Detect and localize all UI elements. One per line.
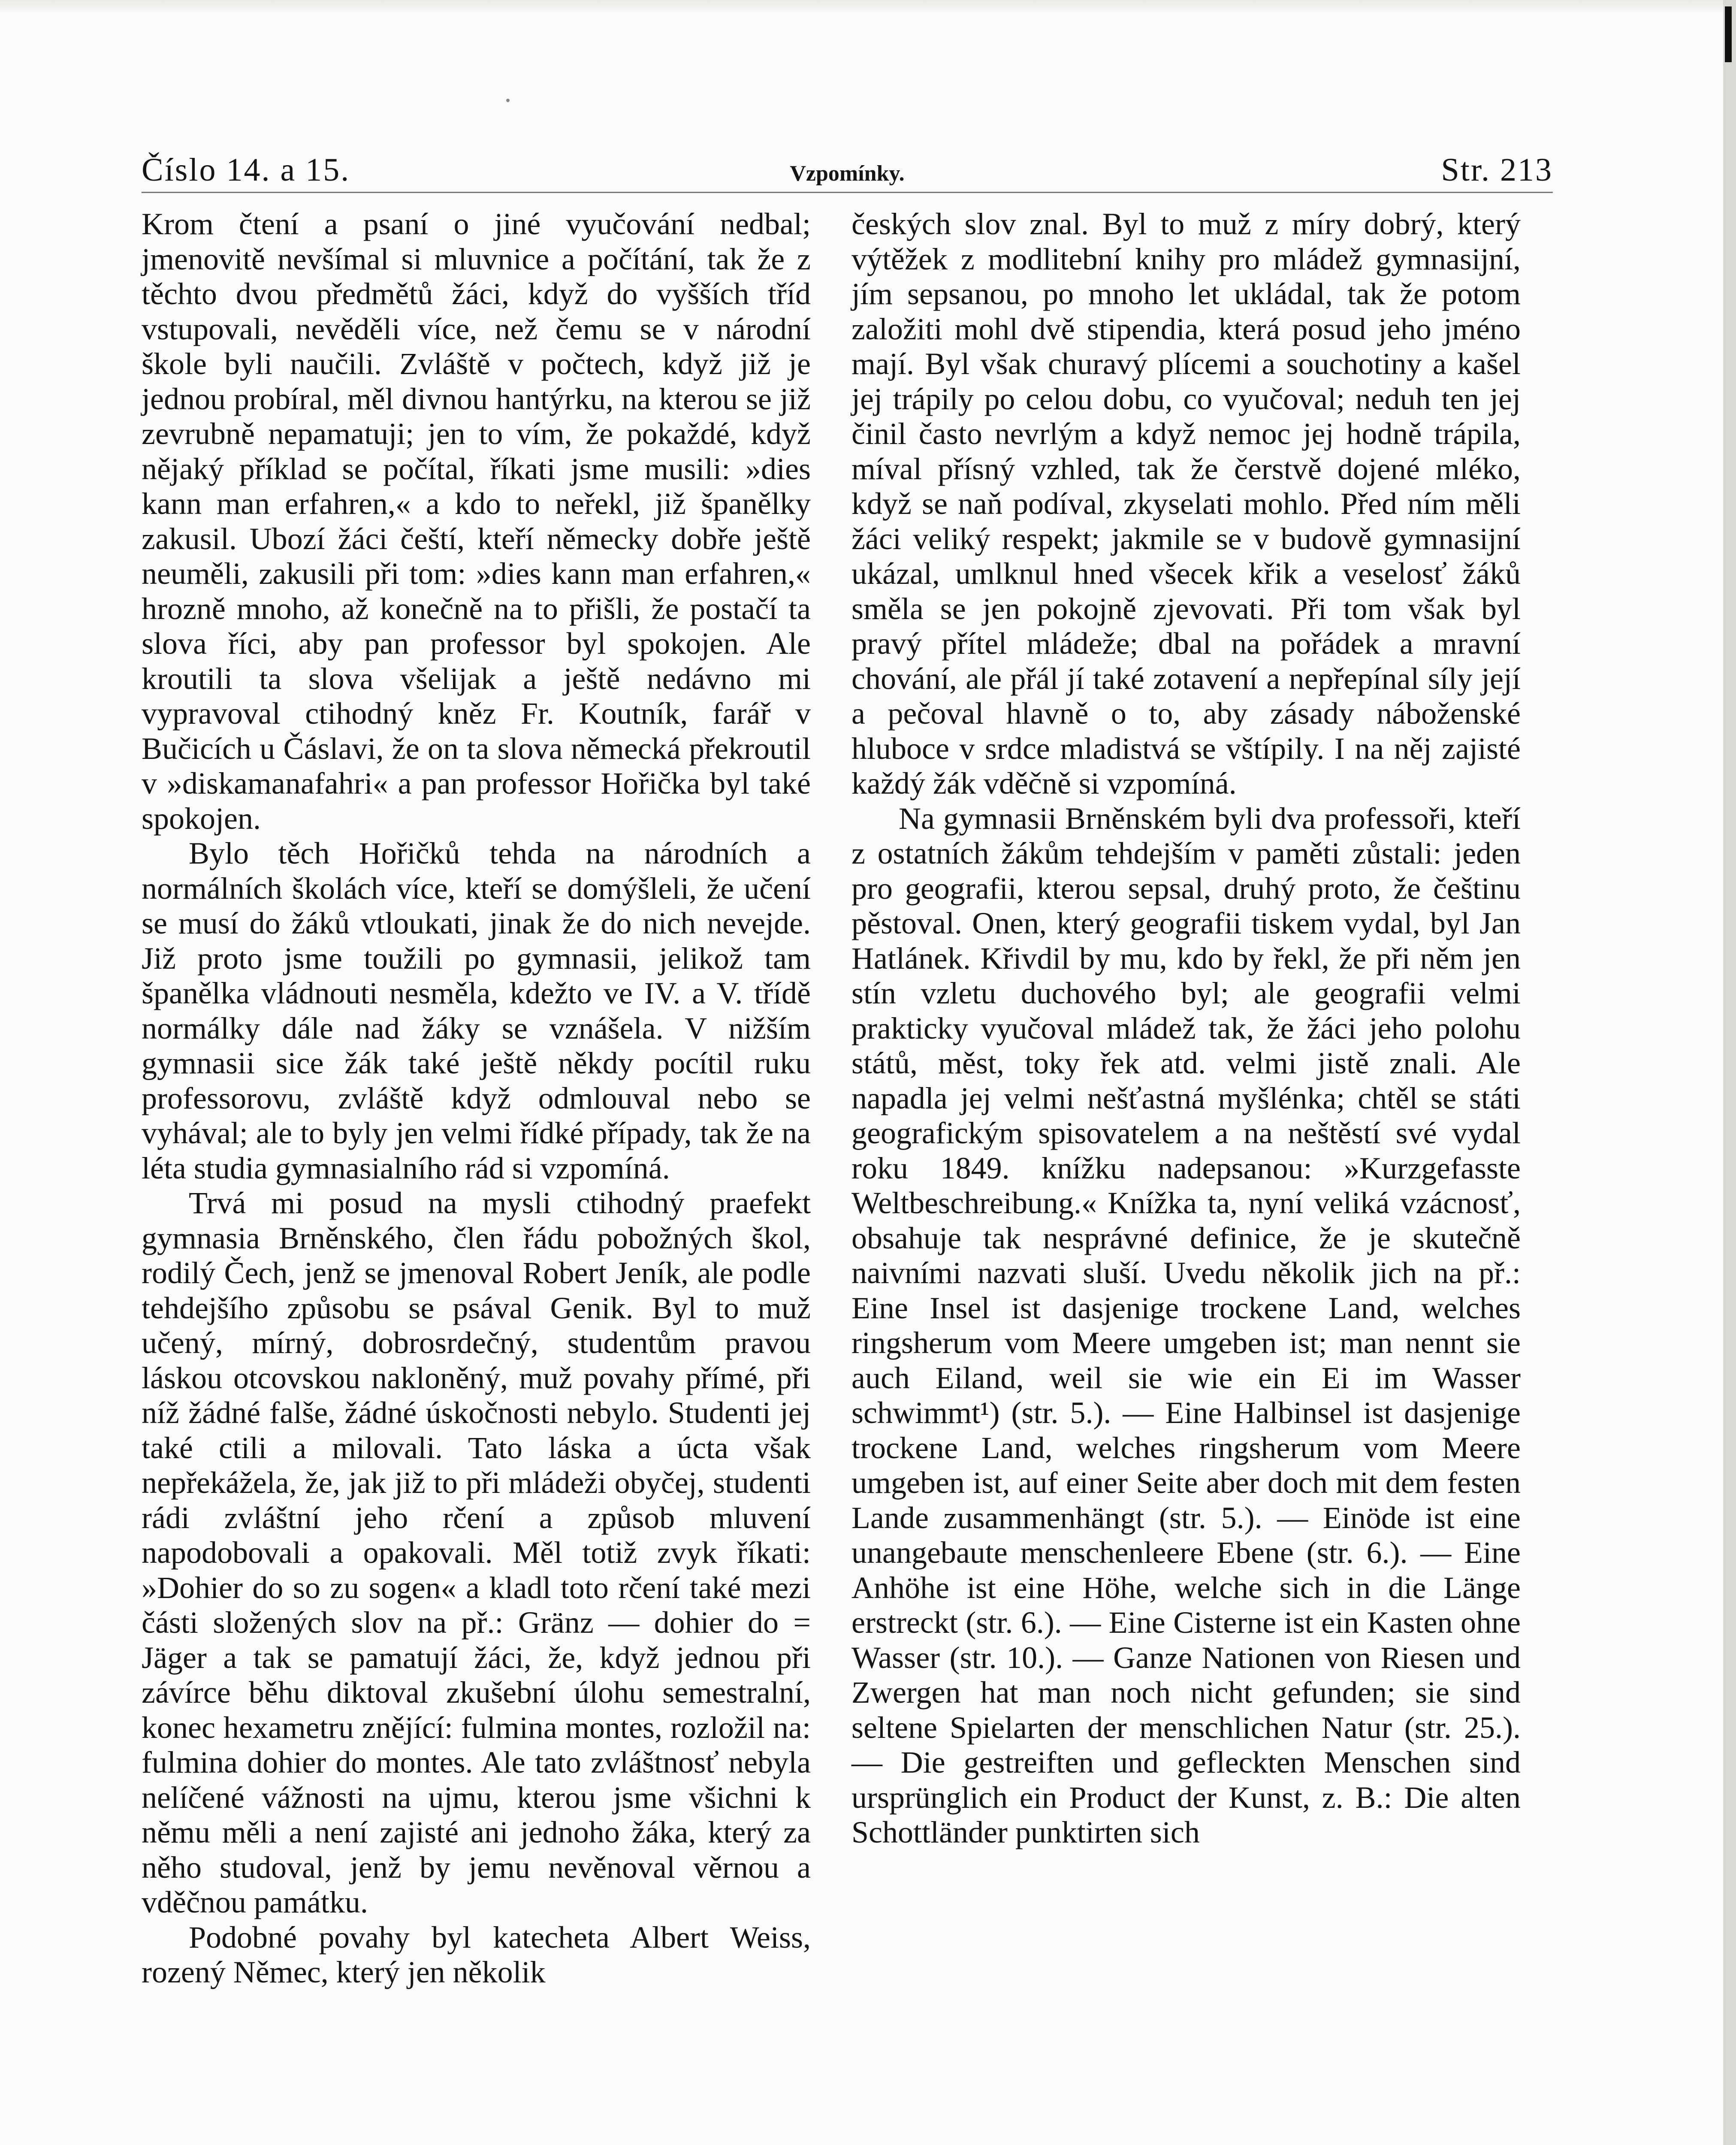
page-number: Str. 213 [1441,152,1553,188]
paragraph: Trvá mi posud na mysli ctihodný praefekt gymnasia Brněnského, člen řádu pobožných škol, rodilý Čech, jenž se jmenoval Robert Jeník, ale podle tehdejšího způsobu se psával Genik. Byl to muž učený, mírný, dobrosrdečný, studentům pravou láskou otcovskou nakloněný, muž povahy přímé, při níž žádné falše, žádné úskočnosti nebylo. Studenti jej také ctili a milovali. Tato láska a úcta však nepřekážela, že, jak již to při mládeži obyčej, studenti rádi zvláštní jeho rčení a způsob mluvení napodobovali a opakovali. Měl totiž zvyk říkati: »Dohier do so zu sogen« a kladl toto rčení také mezi části složených slov na př.: Gränz — dohier do = Jäger a tak se pamatují žáci, že, když jednou při závírce běhu diktoval zkušební úlohu semestralní, konec hexametru znějící: fulmina montes, rozložil na: fulmina dohier do montes. Ale tato zvláštnosť nebyla nelíčené vážnosti na ujmu, kterou jsme všichni k němu měli a není zajisté ani jednoho žáka, který za něho studoval, jenž by jemu nevěnoval věrnou a vděčnou památku. [142,1186,811,1919]
issue-number: Číslo 14. a 15. [142,152,350,188]
header-rule [142,192,1553,193]
paragraph: českých slov znal. Byl to muž z míry dobrý, který výtěžek z modlitební knihy pro mládež gymnasijní, jím sepsanou, po mnoho let ukládal, tak že potom založiti mohl dvě stipendia, která posud jeho jméno mají. Byl však churavý plícemi a souchotiny a kašel jej trápily po celou dobu, co vyučoval; neduh ten jej činil často nevrlým a když nemoc jej hodně trápila, míval přísný vzhled, tak že čerstvě dojené mléko, když se naň podíval, zkyselati mohlo. Před ním měli žáci veliký respekt; jakmile se v budově gymnasijní ukázal, umlknul hned všecek křik a veselosť žáků směla se jen pokojně zjevovati. Při tom však byl pravý přítel mládeže; dbal na pořádek a mravní chování, ale přál jí také zotavení a nepřepínal síly její a pečoval hlavně o to, aby zásady náboženské hluboce v srdce mladistvá se vštípily. I na něj zajisté každý žák vděčně si vzpomíná. [851,207,1521,801]
scan-registration-mark [1725,6,1732,62]
paragraph: Bylo těch Hořičků tehda na národních a normálních školách více, kteří se domýšleli, že učení se musí do žáků vtloukati, jinak že do nich nevejde. Již proto jsme toužili po gymnasii, jelikož tam španělka vládnouti nesměla, kdežto ve IV. a V. třídě normálky dále nad žáky se vznášela. V nižším gymnasii sice žák také ještě někdy pocítil ruku professorovu, zvláště když odmlouval nebo se vyhával; ale to byly jen velmi řídké případy, tak že na léta studia gymnasialního rád si vzpomíná. [142,836,811,1185]
paragraph: Krom čtení a psaní o jiné vyučování nedbal; jmenovitě nevšímal si mluvnice a počítání, tak že z těchto dvou předmětů žáci, když do vyšších tříd vstupovali, nevěděli více, než čemu se v národní škole byli naučili. Zvláště v počtech, když již je jednou probíral, měl divnou hantýrku, na kterou se již zevrubně nepamatuji; jen to vím, že pokaždé, když nějaký příklad se počítal, říkati jsme musili: »dies kann man erfahren,« a kdo to neřekl, již španělky zakusil. Ubozí žáci čeští, kteří německy dobře ještě neuměli, zakusili při tom: »dies kann man erfahren,« hrozně mnoho, až konečně na to přišli, že postačí ta slova říci, aby pan professor byl spokojen. Ale kroutili ta slova všelijak a ještě nedávno mi vypravoval ctihodný kněz Fr. Koutník, farář v Bučicích u Čáslavi, že on ta slova německá překroutil v »diskamanafahri« a pan professor Hořička byl také spokojen. [142,207,811,836]
paragraph: Podobné povahy byl katecheta Albert Weiss, rozený Němec, který jen několik [142,1920,811,1989]
right-column [851,207,1521,1850]
left-column [142,207,811,1990]
paragraph: Na gymnasii Brněnském byli dva professoři, kteří z ostatních žákům tehdejším v paměti zůstali: jeden pro geografii, kterou sepsal, druhý proto, že češtinu pěstoval. Onen, který geografii tiskem vydal, byl Jan Hatlánek. Křivdil by mu, kdo by řekl, že při něm jen stín vzletu duchového byl; ale geografii velmi prakticky vyučoval mládež tak, že žáci jeho polohu států, měst, toky řek atd. velmi jistě znali. Ale napadla jej velmi nešťastná myšlénka; chtěl se státi geografickým spisovatelem a na neštěstí své vydal roku 1849. knížku nadepsanou: »Kurzgefasste Weltbeschreibung.« Knížka ta, nyní veliká vzácnosť, obsahuje tak nesprávné definice, že je skutečně naivními nazvati sluší. Uvedu několik jich na př.: Eine Insel ist dasjenige trockene Land, welches ringsherum vom Meere umgeben ist; man nennt sie auch Eiland, weil sie wie ein Ei im Wasser schwimmt¹) (str. 5.). — Eine Halbinsel ist dasjenige trockene Land, welches ringsherum vom Meere umgeben ist, auf einer Seite aber doch mit dem festen Lande zusammenhängt (str. 5.). — Einöde ist eine unangebaute menschenleere Ebene (str. 6.). — Eine Anhöhe ist eine Höhe, welche sich in die Länge erstreckt (str. 6.). — Eine Cisterne ist ein Kasten ohne Wasser (str. 10.). — Ganze Nationen von Riesen und Zwergen hat man noch nicht gefunden; sie sind seltene Spielarten der menschlichen Natur (str. 25.). — Die gestreiften und gefleckten Menschen sind ursprünglich ein Product der Kunst, z. B.: Die alten Schottländer punktirten sich [851,801,1521,1849]
scan-edge-right [1723,0,1736,2145]
scan-edge-top [0,0,1736,13]
running-title: Vzpomínky. [790,161,905,186]
gutter-speck [506,99,510,102]
running-header [142,146,1553,189]
